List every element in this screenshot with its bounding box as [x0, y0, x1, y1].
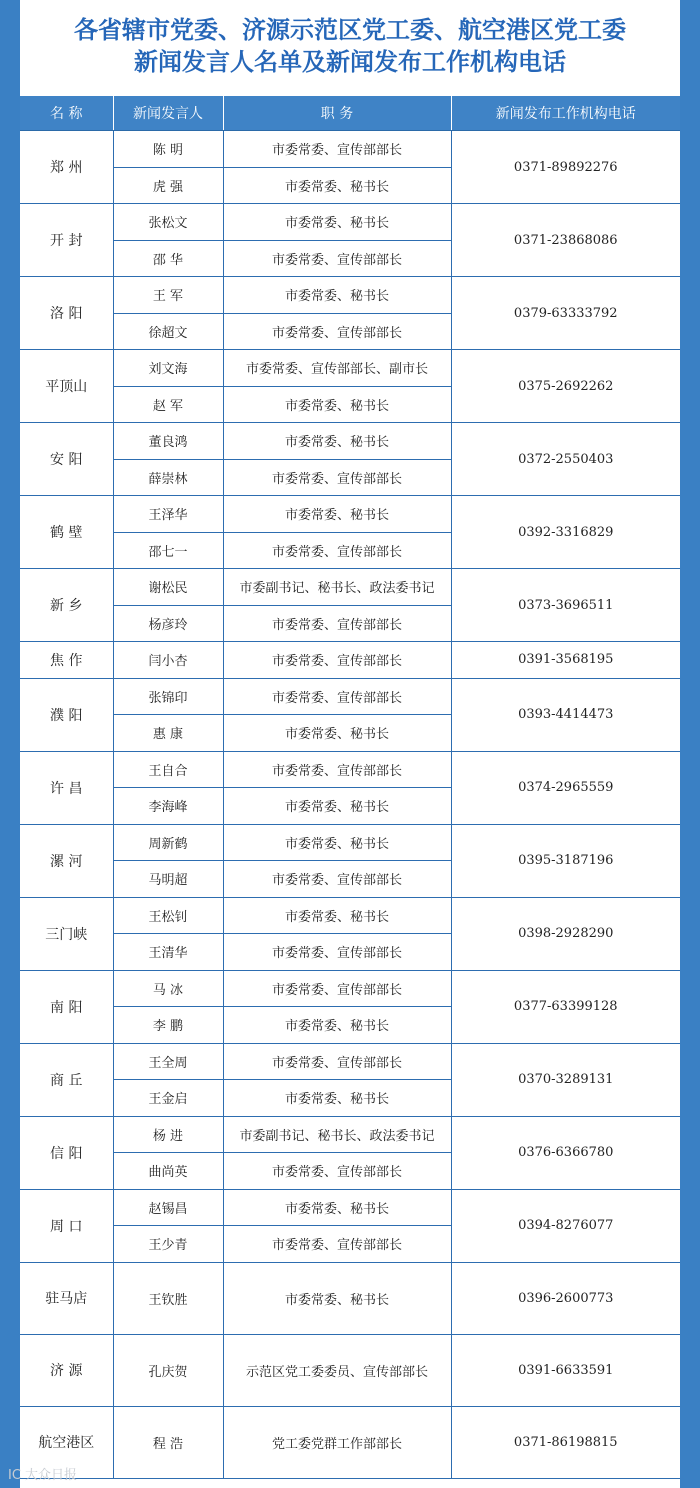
table-row [20, 751, 680, 788]
spokesperson-cell: 陈 明 [113, 131, 223, 168]
table-header-row [20, 96, 680, 131]
position-cell: 市委常委、宣传部部长 [223, 459, 451, 496]
spokesperson-cell: 邵七一 [113, 532, 223, 569]
city-cell: 郑 州 [20, 131, 113, 204]
phone-cell: 0395-3187196 [451, 824, 680, 897]
table-row [20, 824, 680, 861]
position-cell: 市委常委、秘书长 [223, 1080, 451, 1117]
city-cell: 安 阳 [20, 423, 113, 496]
table-row [20, 1334, 680, 1406]
spokesperson-cell: 马 冰 [113, 970, 223, 1007]
spokesperson-cell: 刘文海 [113, 350, 223, 387]
city-cell: 漯 河 [20, 824, 113, 897]
position-cell: 市委常委、宣传部部长 [223, 934, 451, 971]
phone-cell: 0391-6633591 [451, 1334, 680, 1406]
spokesperson-cell: 徐超文 [113, 313, 223, 350]
spokesperson-cell: 薛崇林 [113, 459, 223, 496]
phone-cell: 0375-2692262 [451, 350, 680, 423]
city-cell: 济 源 [20, 1334, 113, 1406]
spokesperson-cell: 闫小杏 [113, 642, 223, 679]
spokesperson-cell: 程 浩 [113, 1406, 223, 1478]
position-cell: 市委常委、秘书长 [223, 386, 451, 423]
city-cell: 周 口 [20, 1189, 113, 1262]
phone-cell: 0373-3696511 [451, 569, 680, 642]
city-cell: 南 阳 [20, 970, 113, 1043]
position-cell: 市委常委、宣传部部长 [223, 678, 451, 715]
city-cell: 焦 作 [20, 642, 113, 679]
position-cell: 市委常委、秘书长 [223, 1007, 451, 1044]
city-cell: 濮 阳 [20, 678, 113, 751]
header-name: 名 称 [20, 96, 113, 131]
header-position: 职 务 [223, 96, 451, 131]
header-spokesperson: 新闻发言人 [113, 96, 223, 131]
spokesperson-cell: 王清华 [113, 934, 223, 971]
position-cell: 市委常委、宣传部部长、副市长 [223, 350, 451, 387]
table-row [20, 678, 680, 715]
position-cell: 市委常委、秘书长 [223, 897, 451, 934]
phone-cell: 0371-89892276 [451, 131, 680, 204]
title-line-2: 新闻发言人名单及新闻发布工作机构电话 [134, 47, 566, 76]
position-cell: 市委常委、宣传部部长 [223, 642, 451, 679]
position-cell: 市委副书记、秘书长、政法委书记 [223, 1116, 451, 1153]
table-row [20, 897, 680, 934]
table-row [20, 204, 680, 241]
spokesperson-cell: 王 军 [113, 277, 223, 314]
position-cell: 市委常委、宣传部部长 [223, 751, 451, 788]
spokesperson-cell: 张锦印 [113, 678, 223, 715]
city-cell: 平顶山 [20, 350, 113, 423]
city-cell: 洛 阳 [20, 277, 113, 350]
position-cell: 市委常委、宣传部部长 [223, 131, 451, 168]
position-cell: 市委常委、秘书长 [223, 204, 451, 241]
phone-cell: 0396-2600773 [451, 1262, 680, 1334]
spokesperson-cell: 李海峰 [113, 788, 223, 825]
position-cell: 市委常委、秘书长 [223, 277, 451, 314]
table-row [20, 496, 680, 533]
table-row [20, 970, 680, 1007]
position-cell: 党工委党群工作部部长 [223, 1406, 451, 1478]
table-row [20, 1406, 680, 1478]
watermark: IC 大众日报 [8, 1468, 78, 1483]
spokesperson-cell: 赵锡昌 [113, 1189, 223, 1226]
spokesperson-table [20, 96, 680, 1479]
phone-cell: 0394-8276077 [451, 1189, 680, 1262]
spokesperson-cell: 王金启 [113, 1080, 223, 1117]
spokesperson-cell: 王全周 [113, 1043, 223, 1080]
city-cell: 开 封 [20, 204, 113, 277]
spokesperson-cell: 赵 军 [113, 386, 223, 423]
table-body [20, 131, 680, 1479]
city-cell: 三门峡 [20, 897, 113, 970]
position-cell: 市委常委、宣传部部长 [223, 240, 451, 277]
table-row [20, 642, 680, 679]
spokesperson-cell: 杨 进 [113, 1116, 223, 1153]
city-cell: 鹤 壁 [20, 496, 113, 569]
header-phone: 新闻发布工作机构电话 [451, 96, 680, 131]
position-cell: 市委常委、宣传部部长 [223, 970, 451, 1007]
city-cell: 驻马店 [20, 1262, 113, 1334]
position-cell: 市委常委、秘书长 [223, 167, 451, 204]
spokesperson-cell: 曲尚英 [113, 1153, 223, 1190]
position-cell: 市委常委、宣传部部长 [223, 532, 451, 569]
spokesperson-cell: 马明超 [113, 861, 223, 898]
phone-cell: 0392-3316829 [451, 496, 680, 569]
position-cell: 市委常委、秘书长 [223, 1189, 451, 1226]
spokesperson-cell: 张松文 [113, 204, 223, 241]
city-cell: 新 乡 [20, 569, 113, 642]
position-cell: 市委常委、秘书长 [223, 423, 451, 460]
table-row [20, 131, 680, 168]
table-row [20, 1043, 680, 1080]
phone-cell: 0376-6366780 [451, 1116, 680, 1189]
spokesperson-cell: 李 鹏 [113, 1007, 223, 1044]
position-cell: 市委常委、宣传部部长 [223, 313, 451, 350]
spokesperson-cell: 邵 华 [113, 240, 223, 277]
position-cell: 市委常委、秘书长 [223, 496, 451, 533]
spokesperson-cell: 惠 康 [113, 715, 223, 752]
phone-cell: 0372-2550403 [451, 423, 680, 496]
phone-cell: 0371-23868086 [451, 204, 680, 277]
city-cell: 信 阳 [20, 1116, 113, 1189]
document-sheet [20, 0, 680, 1488]
phone-cell: 0398-2928290 [451, 897, 680, 970]
table-row [20, 350, 680, 387]
position-cell: 示范区党工委委员、宣传部部长 [223, 1334, 451, 1406]
table-row [20, 1116, 680, 1153]
document-title [20, 14, 680, 78]
phone-cell: 0393-4414473 [451, 678, 680, 751]
spokesperson-cell: 谢松民 [113, 569, 223, 606]
position-cell: 市委常委、宣传部部长 [223, 1226, 451, 1263]
position-cell: 市委常委、宣传部部长 [223, 1153, 451, 1190]
spokesperson-cell: 王泽华 [113, 496, 223, 533]
position-cell: 市委常委、宣传部部长 [223, 605, 451, 642]
phone-cell: 0371-86198815 [451, 1406, 680, 1478]
position-cell: 市委常委、秘书长 [223, 1262, 451, 1334]
position-cell: 市委常委、秘书长 [223, 824, 451, 861]
position-cell: 市委副书记、秘书长、政法委书记 [223, 569, 451, 606]
spokesperson-cell: 王少青 [113, 1226, 223, 1263]
table-row [20, 423, 680, 460]
phone-cell: 0379-63333792 [451, 277, 680, 350]
phone-cell: 0370-3289131 [451, 1043, 680, 1116]
position-cell: 市委常委、宣传部部长 [223, 1043, 451, 1080]
city-cell: 商 丘 [20, 1043, 113, 1116]
city-cell: 航空港区 [20, 1406, 113, 1478]
phone-cell: 0391-3568195 [451, 642, 680, 679]
position-cell: 市委常委、宣传部部长 [223, 861, 451, 898]
table-row [20, 277, 680, 314]
position-cell: 市委常委、秘书长 [223, 715, 451, 752]
spokesperson-cell: 孔庆贺 [113, 1334, 223, 1406]
table-row [20, 1262, 680, 1334]
spokesperson-cell: 王自合 [113, 751, 223, 788]
phone-cell: 0374-2965559 [451, 751, 680, 824]
table-row [20, 1189, 680, 1226]
spokesperson-cell: 周新鹤 [113, 824, 223, 861]
spokesperson-cell: 王钦胜 [113, 1262, 223, 1334]
city-cell: 许 昌 [20, 751, 113, 824]
spokesperson-cell: 王松钊 [113, 897, 223, 934]
phone-cell: 0377-63399128 [451, 970, 680, 1043]
title-line-1: 各省辖市党委、济源示范区党工委、航空港区党工委 [74, 15, 626, 44]
spokesperson-cell: 董良鸿 [113, 423, 223, 460]
table-row [20, 569, 680, 606]
spokesperson-cell: 杨彦玲 [113, 605, 223, 642]
position-cell: 市委常委、秘书长 [223, 788, 451, 825]
spokesperson-cell: 虎 强 [113, 167, 223, 204]
